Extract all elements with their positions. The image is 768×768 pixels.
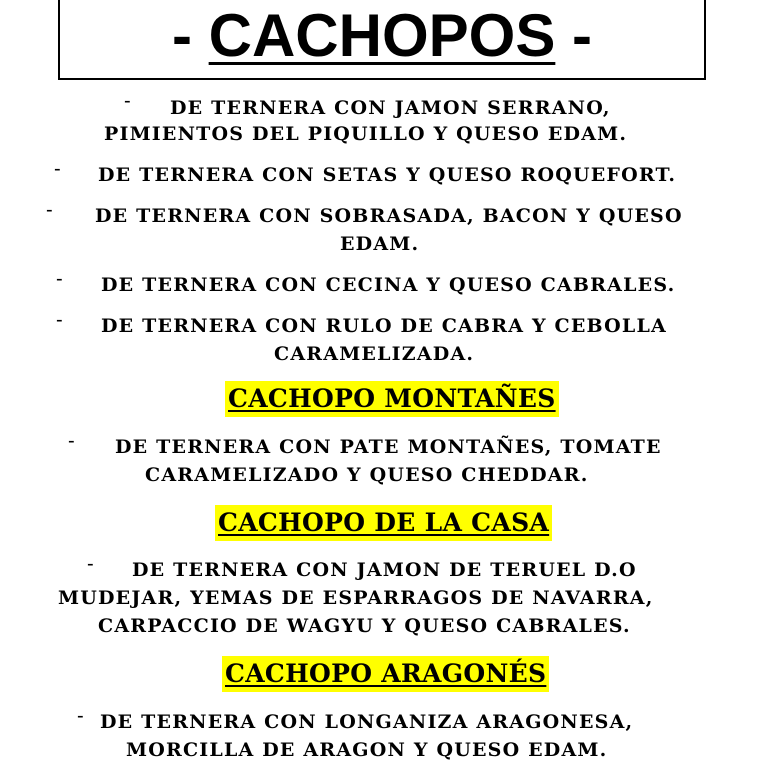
item-line: DE TERNERA CON PATE MONTAÑES, TOMATE — [115, 436, 662, 458]
title-left-dash: - — [171, 2, 209, 69]
bullet-dash: - — [77, 705, 84, 727]
item-line: DE TERNERA CON JAMON SERRANO, — [170, 97, 611, 119]
item-line: DE TERNERA CON SOBRASADA, BACON Y QUESO — [95, 205, 683, 227]
title-right-dash: - — [555, 2, 592, 69]
item-line: MORCILLA DE ARAGON Y QUESO EDAM. — [126, 739, 608, 761]
item-line: DE TERNERA CON CECINA Y QUESO CABRALES. — [101, 274, 676, 296]
bullet-dash: - — [54, 158, 61, 180]
item-line: MUDEJAR, YEMAS DE ESPARRAGOS DE NAVARRA, — [58, 587, 654, 609]
section-heading-aragones: CACHOPO ARAGONÉS — [222, 656, 549, 692]
bullet-dash: - — [46, 199, 53, 221]
item-line: DE TERNERA CON SETAS Y QUESO ROQUEFORT. — [98, 164, 677, 186]
section-heading-de-la-casa: CACHOPO DE LA CASA — [215, 505, 552, 541]
bullet-dash: - — [68, 430, 75, 452]
bullet-dash: - — [56, 268, 63, 290]
title-box — [58, 0, 706, 80]
item-line: EDAM. — [340, 233, 420, 255]
item-line: CARPACCIO DE WAGYU Y QUESO CABRALES. — [98, 615, 631, 637]
item-line: CARAMELIZADA. — [274, 343, 475, 365]
item-line: DE TERNERA CON LONGANIZA ARAGONESA, — [100, 711, 634, 733]
bullet-dash: - — [87, 553, 94, 575]
title-word: CACHOPOS — [208, 2, 556, 69]
item-line: CARAMELIZADO Y QUESO CHEDDAR. — [145, 464, 589, 486]
item-line: DE TERNERA CON RULO DE CABRA Y CEBOLLA — [101, 315, 667, 337]
item-line: DE TERNERA CON JAMON DE TERUEL D.O — [132, 559, 637, 581]
bullet-dash: - — [56, 309, 63, 331]
page-title — [171, 2, 592, 69]
bullet-dash: - — [124, 90, 131, 112]
item-line: PIMIENTOS DEL PIQUILLO Y QUESO EDAM. — [104, 123, 628, 145]
section-heading-montanes: CACHOPO MONTAÑES — [225, 381, 559, 417]
